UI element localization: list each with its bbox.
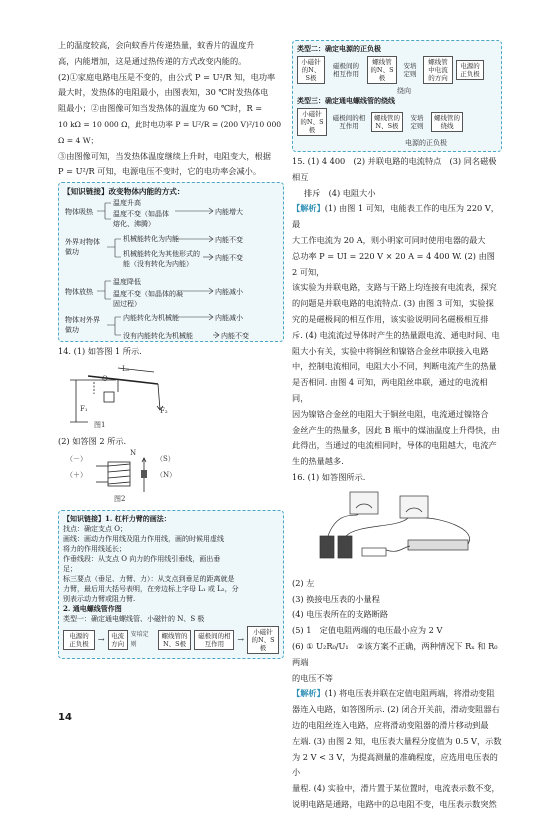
flow-step: 磁极间的相互作用 bbox=[332, 114, 366, 130]
arrow-icon: → bbox=[97, 634, 105, 644]
flow-step: 安培定则 bbox=[403, 62, 417, 78]
knowledge-line: 将力的作用线延长； bbox=[63, 544, 126, 553]
figure-16-circuit bbox=[292, 488, 502, 574]
flow-type1 bbox=[63, 626, 279, 654]
tree-result: 内能不变 bbox=[215, 236, 243, 245]
circuit-diagram bbox=[298, 488, 498, 572]
tree-item: 温度降低 bbox=[113, 278, 141, 287]
tree-item: 温度不变（如晶体的凝固过程） bbox=[113, 290, 183, 309]
analysis-line: 该实验为并联电路，支路与干路上均连接有电流表，探究 bbox=[292, 282, 497, 293]
analysis-line: 此得出，当通过的电流相同时，导体的电阻越大，电流产 bbox=[292, 440, 497, 451]
analysis-line: 大工作电流为 20 A，则小明家可同时使用电器的最大 bbox=[292, 234, 486, 245]
tree-item: 温度升高 bbox=[113, 199, 141, 208]
q16-part1: 16. (1) 如答图所示. bbox=[292, 471, 366, 482]
flow-step: 电流方向 bbox=[108, 630, 128, 650]
intro-line: P = U²/R 可知，电源电压不变时，它的电功率会减小。 bbox=[58, 166, 262, 177]
flow-step: 螺线管的绕线 bbox=[431, 112, 463, 132]
flow-step: 小磁针的N、S极 bbox=[297, 108, 327, 136]
analysis-line: 是否相同. 由图 4 可知，两电阻丝串联，通过的电流相同， bbox=[292, 377, 488, 403]
intro-line: 最大时，发热体的电阻最小，由图表知，30 ℃时发热体电 bbox=[58, 87, 269, 98]
type3-sub: 电源的正负极 bbox=[405, 139, 447, 147]
flow-step: 电源的正负极 bbox=[456, 60, 484, 80]
flow-step: 螺线管的N、S极 bbox=[371, 112, 403, 132]
intro-line: ③由图像可知，当发热体温度继续上升时，电阻变大，根据 bbox=[58, 150, 271, 161]
analysis-line: 金丝产生的热量多，因此 B 瓶中的煤油温度上升得快，由 bbox=[292, 424, 500, 435]
knowledge-box-lever bbox=[58, 510, 284, 659]
intro-line: 高，内能增加，这是通过热传递的方式改变内能的。 bbox=[58, 55, 247, 66]
tree-result: 内能减小 bbox=[215, 314, 243, 323]
figure-1-lever bbox=[58, 362, 284, 432]
analysis-line: (1) 将电压表并联在定值电阻两端，将滑动变阻 bbox=[324, 688, 495, 699]
knowledge-title: 【知识链接】1. 杠杆力臂的画法： bbox=[63, 513, 171, 523]
fig1-label-o: O bbox=[102, 374, 108, 383]
tree-result: 内能增大 bbox=[215, 208, 243, 217]
q15-answer-cont: 排斥 (4) 电阻大小 bbox=[304, 187, 376, 198]
q16-analysis bbox=[292, 686, 502, 812]
fig1-label-f1: F₁ bbox=[80, 404, 88, 413]
analysis-line: 器连入电路，如答图所示. (2) 闭合开关前，滑动变阻器右 bbox=[292, 704, 500, 715]
flow-type2 bbox=[297, 56, 497, 84]
tree-item: 内能转化为机械能 bbox=[123, 314, 179, 323]
q16-line: (3) 换接电压表的小量程 bbox=[292, 593, 380, 604]
q16-line: (4) 电压表所在的支路断路 bbox=[292, 609, 389, 620]
analysis-label: 【解析】 bbox=[292, 203, 325, 214]
intro-line: 上的温度较高，会向蚊香片传递热量，蚊香片的温度升 bbox=[58, 40, 255, 50]
analysis-line: 边的电阻丝连入电路，应将滑动变阻器的滑片移动到最 bbox=[292, 719, 489, 730]
q16-line: 的电压不等 bbox=[292, 672, 333, 683]
tree-head: 物体放热 bbox=[65, 288, 93, 297]
knowledge-line: 作垂线段：从支点 O 向力的作用线引垂线，画出垂 bbox=[63, 554, 221, 563]
tree-item: 机械能转化为内能 bbox=[123, 235, 179, 244]
q16-line: (5) 1 定值电阻两端的电压最小应为 2 V bbox=[292, 625, 443, 636]
knowledge-line: 找点：确定支点 O； bbox=[63, 524, 127, 533]
fig1-caption: 图1 bbox=[94, 420, 106, 429]
intro-line: 阻最小；②由图像可知当发热体的温度为 60 ℃时，R = bbox=[58, 103, 263, 114]
flow-step: 电源的正负极 bbox=[63, 630, 95, 650]
analysis-line: 斥. (4) 电流流过导体时产生的热量跟电流、通电时间、电 bbox=[292, 329, 500, 340]
tree-result: 内能不变 bbox=[215, 254, 243, 263]
flow-mid-label: 安培定则 bbox=[130, 630, 149, 648]
q16-line: (2) 左 bbox=[292, 577, 315, 588]
fig1-label-f2: F₂ bbox=[160, 406, 168, 415]
q15-analysis bbox=[292, 201, 502, 470]
analysis-line: 为 2 V < 3 V，为提高测量的准确程度，应选用电压表的小 bbox=[292, 751, 498, 778]
intro-line: (2)①家庭电路电压是不变的，由公式 P = U²/R 知，电功率 bbox=[58, 71, 276, 82]
knowledge-box-solenoid-types bbox=[292, 40, 502, 152]
analysis-line: 究的是磁极间的相互作用，该实验说明同名磁极相互排 bbox=[292, 313, 489, 324]
tree-item: 机械能转化为其他形式的能（没有转化为内能） bbox=[123, 250, 200, 269]
q15-answer: 15. (1) 4 400 (2) 并联电路的电流特点 (3) 同名磁极相互 bbox=[292, 156, 497, 182]
analysis-line: 左端. (3) 由图 2 知，电压表大量程分度值为 0.5 V，示数 bbox=[292, 735, 502, 746]
flow-step: 螺线管的N、S极 bbox=[158, 630, 192, 650]
analysis-line: 生的热量越多. bbox=[292, 456, 344, 467]
analysis-line: 说明电路是通路，电路中的总电阻不变，电压表示数突然 bbox=[292, 798, 497, 809]
q16-line: (6) ① U₂R₀/U₁ ②该方案不正确，两种情况下 Rₓ 和 R₀ 两端 bbox=[292, 640, 498, 667]
tree-result: 内能减小 bbox=[215, 288, 243, 297]
analysis-label: 【解析】 bbox=[292, 688, 325, 699]
tree-head: 物体吸热 bbox=[65, 208, 93, 217]
analysis-line: 总功率 P = UI = 220 V × 20 A = 4 400 W. (2) 由图 2 可知， bbox=[292, 250, 495, 277]
tree-head: 物体对外界做功 bbox=[65, 316, 100, 335]
knowledge-line: 画线：画动力作用线及阻力作用线，画的时候用虚线 bbox=[63, 534, 224, 543]
analysis-line: 量程. (4) 实验中，滑片置于某位置时，电流表示数不变， bbox=[292, 783, 500, 794]
knowledge-line: 标三要点（垂足、力臂、力）：从支点到垂足的距离就是 bbox=[63, 574, 235, 583]
arrow-icon: → bbox=[237, 634, 245, 644]
knowledge-line: 2. 通电螺线管作图 bbox=[63, 603, 122, 613]
type2-sub: 绕向 bbox=[397, 87, 411, 95]
flow-type3 bbox=[297, 108, 497, 136]
fig2-label-plus: （＋） bbox=[66, 470, 87, 479]
flow-step: 磁极间的相互作用 bbox=[333, 62, 359, 78]
tree-item: 没有内能转化为机械能 bbox=[123, 332, 193, 341]
analysis-line: 中，控制电流相同，电阻大小不同，判断电流产生的热量 bbox=[292, 361, 497, 372]
left-column bbox=[58, 38, 284, 661]
fig2-caption: 图2 bbox=[114, 494, 126, 503]
analysis-line: 的问题是并联电路的电流特点. (3) 由图 3 可知，实验探 bbox=[292, 298, 494, 309]
intro-text bbox=[58, 38, 284, 180]
flow-step: 磁极间的相互作用 bbox=[194, 630, 234, 650]
knowledge-line: 足； bbox=[63, 564, 77, 573]
right-column bbox=[292, 38, 502, 813]
analysis-line: (1) 由图 1 可知，电能表工作的电压为 220 V，最 bbox=[292, 203, 499, 230]
knowledge-line: 类型一：确定通电螺线管、小磁针的 N、S 极 bbox=[63, 614, 205, 623]
knowledge-line: 力臂，最后用大括号表明，在旁边标上字母 L₁ 或 L₂，分 bbox=[63, 584, 239, 593]
flow-step: 安培定则 bbox=[410, 114, 424, 130]
fig2-label-n: N bbox=[130, 448, 137, 457]
q16-answers bbox=[292, 576, 502, 687]
tree-item: 温度不变（如晶体熔化、沸腾） bbox=[113, 210, 169, 229]
fig2-label-s: （S） bbox=[156, 454, 175, 463]
flow-step: 小磁针的N、S极 bbox=[297, 56, 325, 84]
q14-part1: 14. (1) 如答图 1 所示. bbox=[58, 346, 142, 357]
knowledge-line: 别表示动力臂或阻力臂. bbox=[63, 594, 136, 603]
knowledge-box-internal-energy bbox=[58, 182, 284, 342]
fig2-label-minus: （－） bbox=[66, 454, 87, 463]
type2-title: 类型二：确定电源的正负极 bbox=[297, 44, 381, 53]
type3-title: 类型三：确定通电螺线管的绕线 bbox=[297, 96, 395, 105]
analysis-line: 因为镍铬合金丝的电阻大于铜丝电阻，电流通过镍铬合 bbox=[292, 408, 489, 419]
tree-result: 内能不变 bbox=[221, 332, 249, 341]
fig1-label-l1: L₁ bbox=[122, 364, 130, 373]
page-number: 14 bbox=[58, 712, 72, 723]
flow-step: 小磁针的N、S极 bbox=[247, 626, 279, 654]
fig2-label-n-paren: （N） bbox=[156, 470, 177, 479]
analysis-line: 阻大小有关，实验中将铜丝和镍铬合金丝串联接入电路 bbox=[292, 345, 489, 356]
flow-step: 螺线管的N、S极 bbox=[367, 56, 397, 84]
q14-part2: (2) 如答图 2 所示. bbox=[58, 435, 127, 446]
flow-step: 螺线管中电流的方向 bbox=[423, 56, 453, 84]
intro-line: 10 kΩ = 10 000 Ω，此时电功率 P = U²/R = (200 V)²/10 000 Ω = 4 W； bbox=[58, 119, 282, 145]
knowledge-title: 【知识链接】改变物体内能的方式： bbox=[63, 187, 185, 197]
figure-2-solenoid bbox=[58, 448, 284, 508]
tree-head: 外界对物体做功 bbox=[65, 238, 100, 257]
